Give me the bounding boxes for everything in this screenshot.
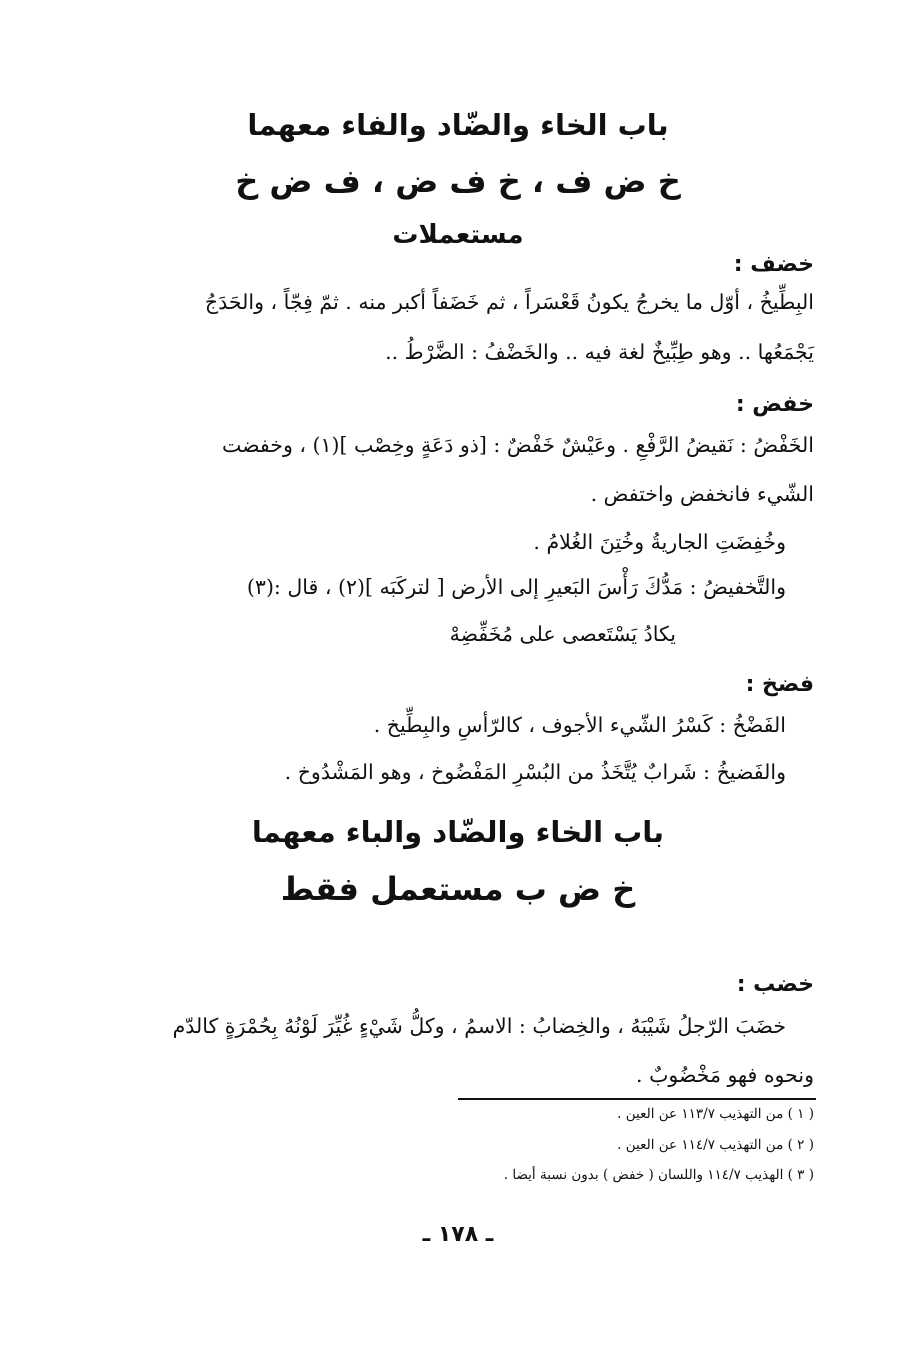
entry-line: خضَبَ الرّجلُ شَيْبَهُ ، والخِضابُ : الاسمُ ، وكلُّ شَيْءٍ غُيِّرَ لَوْنُهُ بِحُمْرَةٍ كالدّم — [172, 1014, 786, 1038]
entry-headword: خضف : — [733, 252, 814, 277]
entry-line: ونحوه فهو مَخْضُوبٌ . — [636, 1063, 814, 1087]
entry-line: والفَضيخُ : شَرابٌ يُتَّخَذُ من البُسْرِ المَفْضُوخ ، وهو المَشْدُوخ . — [284, 760, 786, 784]
entry-line: والتَّخفيضُ : مَدُّكَ رَأْسَ البَعيرِ إلى الأرض [ لتركَبَه ](٢) ، قال :(٣) — [246, 575, 786, 599]
entry-headword: خفض : — [735, 392, 814, 417]
footnote: ( ٣ ) الهذيب ١١٤/٧ واللسان ( خفض ) بدون نسبة أيضا . — [503, 1167, 814, 1183]
usage-status: مستعملات — [392, 220, 524, 250]
verse-line: يكادُ يَسْتَعصى على مُخَفِّضِهْ — [449, 622, 676, 646]
footnote-divider — [458, 1098, 816, 1100]
footnote: ( ٢ ) من التهذيب ١١٤/٧ عن العين . — [617, 1137, 814, 1153]
root-combinations: خ ض ف ، خ ف ض ، ف ض خ — [235, 162, 681, 200]
page-number: ـ ١٧٨ ـ — [422, 1222, 494, 1247]
entry-headword: فضخ : — [745, 672, 814, 697]
entry-line: يَجْمَعُها .. وهو طِبِّيخٌ لغة فيه .. والخَضْفُ : الضَّرْطُ .. — [385, 340, 814, 364]
footnote: ( ١ ) من التهذيب ١١٣/٧ عن العين . — [617, 1106, 814, 1122]
chapter-title: باب الخاء والضّاد والفاء معهما — [247, 108, 669, 142]
entry-line: الفَضْخُ : كَسْرُ الشّيء الأجوف ، كالرّأسِ والبِطِّيخ . — [373, 713, 786, 737]
chapter-title: باب الخاء والضّاد والباء معهما — [251, 815, 665, 849]
entry-headword: خضب : — [736, 972, 814, 997]
entry-line: الخَفْضُ : نَقيضُ الرَّفْعِ . وعَيْشٌ خَفْضٌ : [ذو دَعَةٍ وخِصْب ](١) ، وخفضت — [222, 433, 814, 457]
entry-line: البِطِّيخُ ، أوّل ما يخرجُ يكونُ قَعْسَراً ، ثم خَضَفاً أكبر منه . ثمّ فِجّاً ، والحَدَجُ — [204, 290, 814, 314]
entry-line: وخُفِضَتِ الجاريةُ وخُتِنَ الغُلامُ . — [533, 530, 786, 554]
entry-line: الشّيء فانخفض واختفض . — [590, 482, 814, 506]
root-combinations: خ ض ب مستعمل فقط — [280, 870, 636, 908]
